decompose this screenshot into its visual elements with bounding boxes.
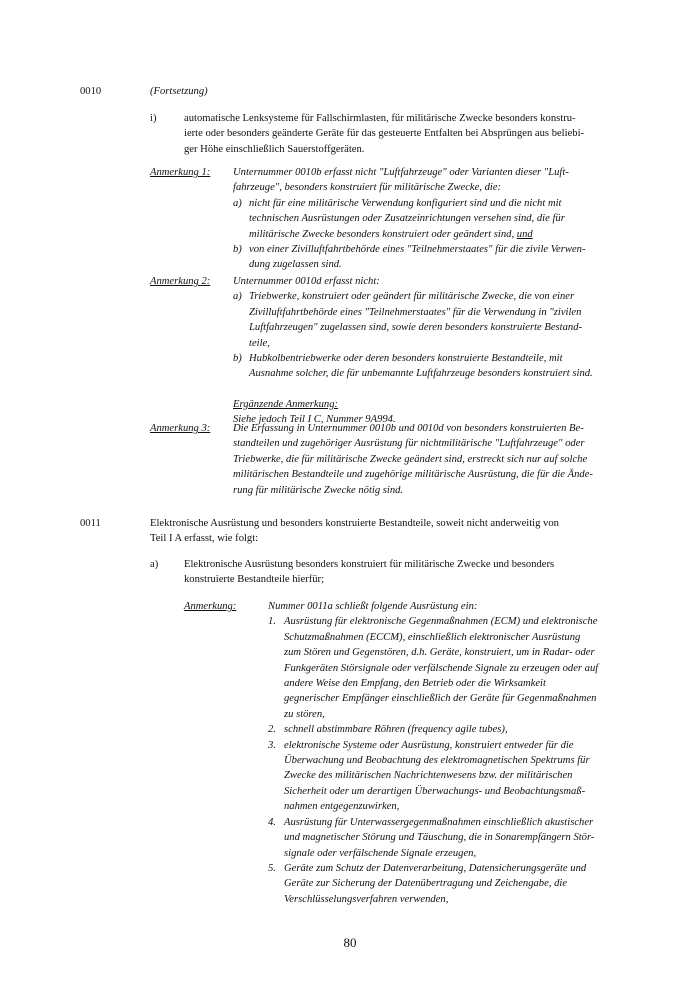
note-2-label: Anmerkung 2: — [150, 276, 211, 287]
text-line: signale oder verfälschende Signale erzeugen, — [284, 847, 477, 859]
text-line: Nummer 0011a schließt folgende Ausrüstung ein: — [268, 601, 478, 612]
text-line: von einer Zivilluftfahrtbehörde eines "Teilnehmerstaates" für die zivile Verwen- — [249, 244, 586, 256]
note-item-3 — [268, 738, 648, 815]
note-1-label: Anmerkung 1: — [150, 167, 211, 178]
text-line: Verschlüsselungsverfahren verwenden, — [284, 893, 449, 905]
supplementary-note-text: Siehe jedoch Teil I C, Nummer 9A994. — [233, 414, 396, 426]
text-line: teile, — [249, 337, 270, 349]
text-line: Ausnahme solcher, die für unbemannte Luftfahrzeuge besonders konstruiert sind. — [249, 368, 593, 380]
text-line: Triebwerke, konstruiert oder geändert für militärische Zwecke, die von einer — [249, 291, 575, 303]
note-item-2 — [268, 722, 648, 737]
text-line: Hubkolbentriebwerke oder deren besonders konstruierte Bestandteile, mit — [249, 353, 563, 365]
continuation-heading: (Fortsetzung) — [150, 86, 208, 97]
item-label: a) — [233, 197, 242, 209]
supplementary-note-title: Ergänzende Anmerkung: — [233, 398, 339, 410]
text-line: andere Weise den Empfang, den Betrieb oder die Wirksamkeit — [284, 678, 546, 690]
note-2-item-a — [233, 289, 643, 351]
note-item-5 — [268, 861, 648, 907]
text-line: Zivilluftfahrtbehörde eines "Teilnehmerstaates" für die Verwendung in "zivilen — [249, 306, 582, 318]
text-line: militärische Zwecke besonders konstruiert oder geändert sind, und — [249, 228, 533, 240]
text-line: standteilen und zugehöriger Ausrüstung für nichtmilitärische "Luftfahrzeuge" oder — [233, 438, 585, 450]
text-line: dung zugelassen sind. — [249, 259, 342, 271]
note-item-4 — [268, 815, 648, 861]
text-line: zu stören, — [284, 708, 325, 720]
text-line: zum Stören und Gegenstören, d.h. Geräte, konstruiert, um in Radar- oder — [284, 647, 595, 659]
item-a-label: a) — [150, 559, 159, 570]
text-line: Unternummer 0010d erfasst nicht: — [233, 276, 380, 287]
item-number: 1. — [268, 616, 276, 628]
text-line: fahrzeuge", besonders konstruiert für militärische Zwecke, die: — [233, 182, 502, 194]
text-line: Teil I A erfasst, wie folgt: — [150, 533, 259, 545]
text-line: Geräte zum Schutz der Datenverarbeitung, Datensicherungsgeräte und — [284, 862, 587, 874]
text-line: Triebwerke, die für militärische Zwecke geändert sind, erstreckt sich nur auf solche — [233, 453, 588, 465]
section-code-0011: 0011 — [80, 518, 101, 529]
text-line: gegnerischer Empfänger einschließlich der Geräte für Gegenmaßnahmen — [284, 693, 597, 705]
item-number: 5. — [268, 862, 276, 874]
item-a-text — [184, 557, 624, 588]
item-label: b) — [233, 353, 242, 365]
text-line: ger Höhe einschließlich Sauerstoffgeräten. — [184, 143, 365, 155]
text-line: elektronische Systeme oder Ausrüstung, konstruiert entweder für die — [284, 739, 574, 751]
note-1-body — [233, 165, 643, 273]
text-line: Geräte zur Sicherung der Datenübertragung und Zeichengabe, die — [284, 878, 568, 890]
item-i-text — [184, 111, 624, 157]
item-label: b) — [233, 244, 242, 256]
text-line: Zwecke des militärischen Nachrichtenwesens bzw. der militärischen — [284, 770, 573, 782]
page-number: 80 — [343, 935, 357, 950]
item-number: 4. — [268, 816, 276, 828]
text-line: technischen Ausrüstungen oder Zusatzeinrichtungen versehen sind, die für — [249, 213, 565, 225]
note-0011a-body — [268, 599, 648, 907]
text-line: nahmen entgegenzuwirken, — [284, 801, 400, 813]
text-line: Elektronische Ausrüstung und besonders konstruierte Bestandteile, soweit nicht anderweitig von — [150, 518, 559, 529]
note-3-body — [233, 421, 643, 498]
text-line: nicht für eine militärische Verwendung konfiguriert sind und die nicht mit — [249, 197, 562, 209]
note-0011a-label: Anmerkung: — [184, 601, 237, 612]
note-3-label: Anmerkung 3: — [150, 423, 211, 434]
text-line: Unternummer 0010b erfasst nicht "Luftfahrzeuge" oder Varianten dieser "Luft- — [233, 167, 569, 178]
text-line: Elektronische Ausrüstung besonders konstruiert für militärische Zwecke und besonders — [184, 559, 555, 570]
item-number: 3. — [268, 739, 276, 751]
section-code-0010: 0010 — [80, 86, 102, 97]
text-line: schnell abstimmbare Röhren (frequency agile tubes), — [284, 724, 508, 736]
text-line: konstruierte Bestandteile hierfür; — [184, 574, 325, 586]
text-line: Ausrüstung für elektronische Gegenmaßnahmen (ECM) und elektronische — [284, 616, 598, 628]
text-line: Ausrüstung für Unterwassergegenmaßnahmen einschließlich akustischer — [284, 816, 594, 828]
text-line: Funkgeräten Störsignale oder verfälschende Signale zu erzeugen oder auf — [284, 662, 599, 674]
note-2-item-b — [233, 351, 643, 382]
text-line: Sicherheit oder um derartigen Überwachungs- und Beobachtungsmaß- — [284, 785, 586, 797]
text-line: automatische Lenksysteme für Fallschirmlasten, für militärische Zwecke besonders konstru- — [184, 113, 576, 124]
text-line: Überwachung und Beobachtung des elektromagnetischen Spektrums für — [284, 755, 590, 767]
text-line: rung für militärische Zwecke nötig sind. — [233, 484, 404, 496]
text-line: Schutzmaßnahmen (ECCM), einschließlich elektronischer Ausrüstung — [284, 631, 581, 643]
note-2-body — [233, 274, 643, 428]
item-i-label: i) — [150, 113, 157, 124]
und-underlined: und — [516, 228, 533, 240]
text-line: militärischen Bestandteile und zugehörige militärische Ausrüstung, die für die Ände- — [233, 469, 593, 481]
text-line: ierte oder besonders geänderte Geräte für das gesteuerte Entfalten bei Absprüngen aus beliebi- — [184, 128, 585, 140]
text-line: Die Erfassung in Unternummer 0010b und 0010d von besonders konstruierten Be- — [233, 423, 584, 434]
section-0011-intro — [150, 516, 630, 547]
note-1-item-a — [233, 196, 643, 242]
note-item-1 — [268, 614, 648, 722]
note-1-item-b — [233, 242, 643, 273]
text-line: Luftfahrzeugen" zugelassen sind, sowie deren besonders konstruierte Bestand- — [249, 322, 583, 334]
text-line: und magnetischer Störung und Täuschung, die in Sonarempfängern Stör- — [284, 832, 595, 844]
item-label: a) — [233, 291, 242, 303]
item-number: 2. — [268, 724, 276, 736]
